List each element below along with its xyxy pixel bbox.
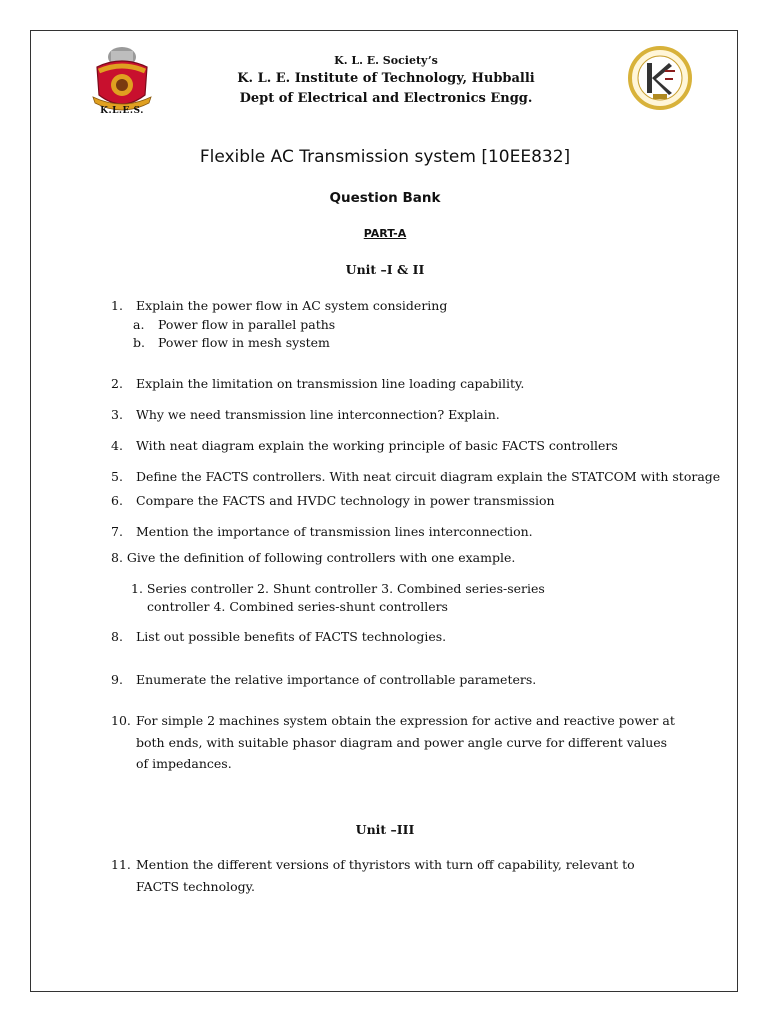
- unit-heading-1-2: Unit –I & II: [345, 262, 425, 277]
- question-11: 11. Mention the different versions of thyristors with turn off capability, relevant to: [111, 857, 635, 872]
- question-9: 9. Enumerate the relative importance of controllable parameters.: [111, 672, 537, 687]
- question-1: 1. Explain the power flow in AC system considering: [111, 298, 448, 313]
- question-10-line-2: both ends, with suitable phasor diagram and power angle curve for different values: [136, 735, 668, 750]
- question-8b: 8. List out possible benefits of FACTS technologies.: [111, 629, 447, 644]
- question-8-list-line-2: controller 4. Combined series-shunt controllers: [147, 599, 448, 614]
- document-title: Flexible AC Transmission system [10EE832]: [199, 147, 571, 167]
- question-4: 4. With neat diagram explain the working principle of basic FACTS controllers: [111, 438, 618, 453]
- question-1-option-b: b. Power flow in mesh system: [133, 335, 330, 350]
- question-11-line-2: FACTS technology.: [136, 879, 256, 894]
- part-heading: PART-A: [363, 227, 407, 240]
- question-5: 5. Define the FACTS controllers. With neat circuit diagram explain the STATCOM with storage: [111, 469, 721, 484]
- letterhead: [181, 53, 591, 109]
- left-logo-caption: K.L.E.S.: [100, 106, 144, 116]
- question-3: 3. Why we need transmission line interconnection? Explain.: [111, 407, 500, 422]
- klet-round-logo: [627, 45, 693, 111]
- question-8: 8. Give the definition of following controllers with one example.: [111, 550, 516, 565]
- question-6: 6. Compare the FACTS and HVDC technology in power transmission: [111, 493, 555, 508]
- department-name: Dept of Electrical and Electronics Engg.: [239, 91, 533, 106]
- question-10: 10. For simple 2 machines system obtain the expression for active and reactive power at: [111, 713, 675, 728]
- unit-heading-3: Unit –III: [355, 822, 415, 837]
- question-10-line-3: of impedances.: [136, 756, 232, 771]
- document-page: [30, 30, 738, 992]
- question-2: 2. Explain the limitation on transmission line loading capability.: [111, 376, 525, 391]
- question-7: 7. Mention the importance of transmission lines interconnection.: [111, 524, 533, 539]
- institute-name: K. L. E. Institute of Technology, Hubballi: [237, 71, 535, 86]
- question-8-list-line-1: 1. Series controller 2. Shunt controller 3. Combined series-series: [131, 581, 545, 596]
- document-subtitle: Question Bank: [329, 190, 441, 206]
- question-1-option-a: a. Power flow in parallel paths: [133, 317, 336, 332]
- society-name: K. L. E. Society’s: [334, 54, 438, 67]
